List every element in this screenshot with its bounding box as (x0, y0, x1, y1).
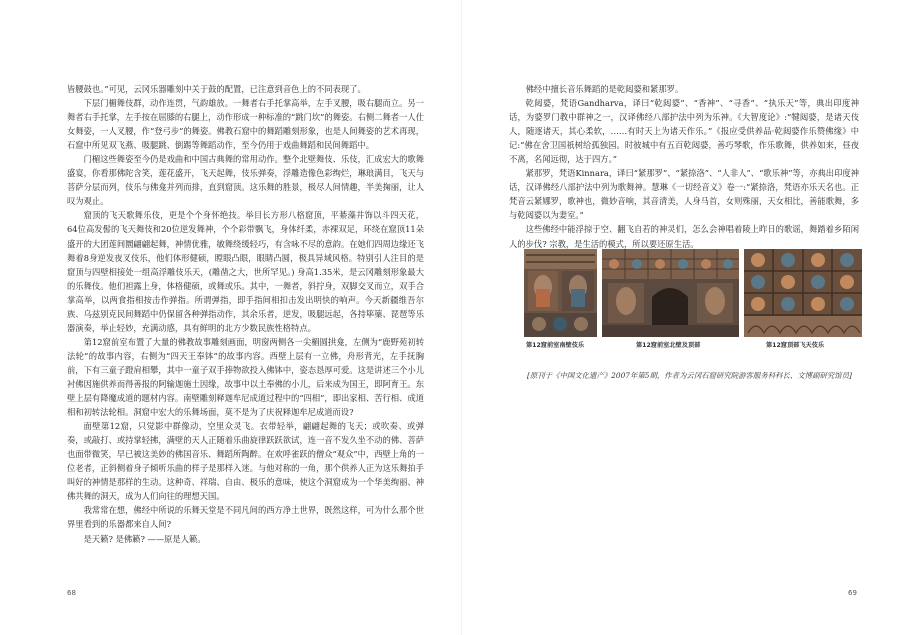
right-page-text (509, 82, 859, 251)
figure (744, 249, 862, 349)
paragraph: 这些佛经中能浮掠于空、翻飞自若的神灵们，怎么会神唱着陵上昨日的歌谣，舞踏着乡陌闲人的步伐? 宗教，是生活的模式，所以要还原生活。 (509, 224, 859, 249)
paragraph: 是天籁? 是佛籁? ——原是人籁。 (83, 533, 206, 544)
left-page-text (67, 82, 424, 546)
paragraph: 我常常在想，佛经中所说的乐舞天堂是不同凡间的西方净土世界，既然这样，可为什么那个世界里看到的乐器都来自人间? (67, 505, 424, 530)
paragraph: 乾闼婆，梵语Gandharva，译曰“乾闼婆”、“香神”、“寻香”、“执乐天”等，典出印度神话，为婆罗门教中群神之一，汉译佛经八部护法中列为乐神。《大智度论》:“犍闼婆，是诸天伎人，随逐诸天，其心柔软，……有时天上为诸天作乐。”《报应受供养品·乾闼婆作乐赞佛缘》中记:“佛在舍卫国祇树给孤独园。时彼城中有五百乾闼婆，善巧琴歌，作乐歌舞，供养如来，昼夜不离，名闻远彻，达于四方。” (509, 98, 859, 165)
page-number-right: 69 (848, 589, 857, 597)
paragraph: 窟顶的飞天歌舞乐伎，更是个个身怀绝技。举目长方形八格窟顶，平綦藻井饰以斗四天花，64位高发髻的飞天舞伎和20位逆发舞神，个个彩带飘飞，身体纤柔，赤裸双足，环绕在窟顶11朵盛开的大团莲间圜翩翩起舞，神情优雅，敏舞绕缓轻巧，有含咏不尽的意韵。在她们四周边缘还飞舞着8身逆发夜叉伎乐，他们体形健硕，瞠眼凸眼，眼睛凸圆，极具异域风格。特别引人注目的是窟顶与四壁相接处一组高浮雕伎乐天，(雕凿之大，世所罕见。) 身高1.35米，是云冈雕刻形象最大的乐舞伎。他们袒露上身，体格健硕，或舞或乐。其中，一舞者，斜拧身，双脚交叉而立，双手合掌高举，以两食指相按击作弹指。所谓弹指，即手指间相扣击发出明快的响声。今天新疆维吾尔族、乌兹别克民间舞蹈中仍保留各种弹指动作，其余乐者，逆发，吸腿远起，各持筚篥、琵琶等乐器演奏，举止轻妙，充满动感，具有鲜明的北方少数民族性格特点。 (67, 210, 424, 333)
figure (524, 249, 597, 349)
figure-caption: 第12窟前室南壁伎乐 (526, 342, 585, 349)
paragraph: 门楣这些舞姿至今仍是戏曲和中国古典舞的常用动作。整个北壁舞伎、乐伎，汇成宏大的歌舞盛宴，你看那佛陀含笑，莲花盛开，飞天起舞，伎乐弹奏，浮雕造像色彩绚烂，琳琅满目，飞天与菩萨分层而列，伎乐与佛龛并列而排，直到窟顶。这乐舞的胜景，极尽人间情趣，半美掬丽，让人叹为观止。 (67, 154, 424, 207)
figure (602, 249, 739, 349)
paragraph: 第12窟前室布置了大量的佛教故事雕刻画面，明窗两侧各一尖楣圆拱龛，左侧为“鹿野苑初转法轮”的故事内容，右侧为“四天王奉钵”的故事内容。西壁上层有一立佛，舟形背光，左手抚胸前，下有三童子蹬肩相攀，其中一童子双手捧物欲投入佛钵中，姿态恳厚可爱。这是讲述三个小儿衬佛因施供养而得善报的阿输迦施土因缘，故事中以土奉佛的小儿，后来成为国王，即阿育王。东壁上层有降魔成道的题材内容。南壁雕刻释迦牟尼成道过程中的“四相”，即出家相、苦行相、成道相和初转法轮相。洞窟中宏大的乐舞场面，莫不是为了庆祝释迦牟尼成道而设? (67, 336, 424, 418)
page-gutter (461, 0, 462, 635)
page-number-left: 68 (67, 589, 76, 597)
cave-photo-south-wall (524, 249, 597, 337)
cave-photo-ceiling (744, 249, 862, 337)
cave-photo-north-wall (602, 249, 739, 337)
paragraph: 面壁第12窟，只觉影中群像动，空里众灵飞。衣带轻举，翩翩起舞的飞天；或吹奏、或弹奏，或敲打、或持掌轻拂，满壁的天人正随着乐曲旋律跃跃欲试，连一音不发久坐不动的佛、菩萨也面带微笑，早已被这美妙的佛国音乐、舞蹈所陶醉。在欢呼雀跃的僧众“观众”中，西壁上角的一位老者，正斜侧着身子倾听乐曲的样子是那样入迷。与他对称的一角，那个供养人正为这乐舞拍手叫好的神情是那样的生动。这种奇、祥瑞、自由、极乐的意味，使这个洞窟成为一个华美绚丽、神佛共舞的洞天，成为人们向往的理想天国。 (67, 421, 424, 502)
paragraph: 佛经中擅长音乐舞蹈的是乾闼婆和紧那罗。 (525, 84, 684, 94)
photo-row (524, 249, 862, 353)
paragraph: 下层门楣舞伎群，动作连贯，气韵雄放。一舞者右手托掌高举，左手叉腰，吸右腿而立。另一舞者右手托掌，左手按在屈膝的右腿上，动作形成一种标准的“跳门坎”的舞姿。右侧二舞者一人仕女舞姿，一人叉腰，作“登弓步”的舞姿。佛教石窟中的舞蹈雕刻形象，也是人间舞姿的艺术再现，石窟中所见双飞燕、吸腿跳、倒踢等舞蹈动作，至今仍用于戏曲舞蹈和民间舞蹈中。 (67, 98, 424, 151)
figure-caption: 第12窟顶部飞天伎乐 (766, 342, 825, 349)
figure-caption: 第12窟前室北壁及顶部 (636, 342, 701, 349)
paragraph: 皆腰鼓也。”可见，云冈乐器雕刻中关于鼓的配置，已注意到音色上的不同表现了。 (67, 84, 366, 94)
source-note: [原刊于《中国文化遗产》2007年第5期，作者为云冈石窟研究院游客服务科科长、文博副研究馆员] (527, 371, 852, 380)
paragraph: 紧那罗，梵语Kinnara，译曰“紧那罗”、“紧捺洛”、“人非人”、“歌乐神”等，亦典出印度神话，汉译佛经八部护法中列为歌舞神。慧琳《一切经音义》卷一:“紧捺洛，梵语亦乐天名也。正梵音云紧娜罗，歌神也，微妙音响，其音清美，人身马首，女则殊丽，天女相比，善能歌舞，多与乾闼婆以为妻室。” (509, 168, 859, 221)
